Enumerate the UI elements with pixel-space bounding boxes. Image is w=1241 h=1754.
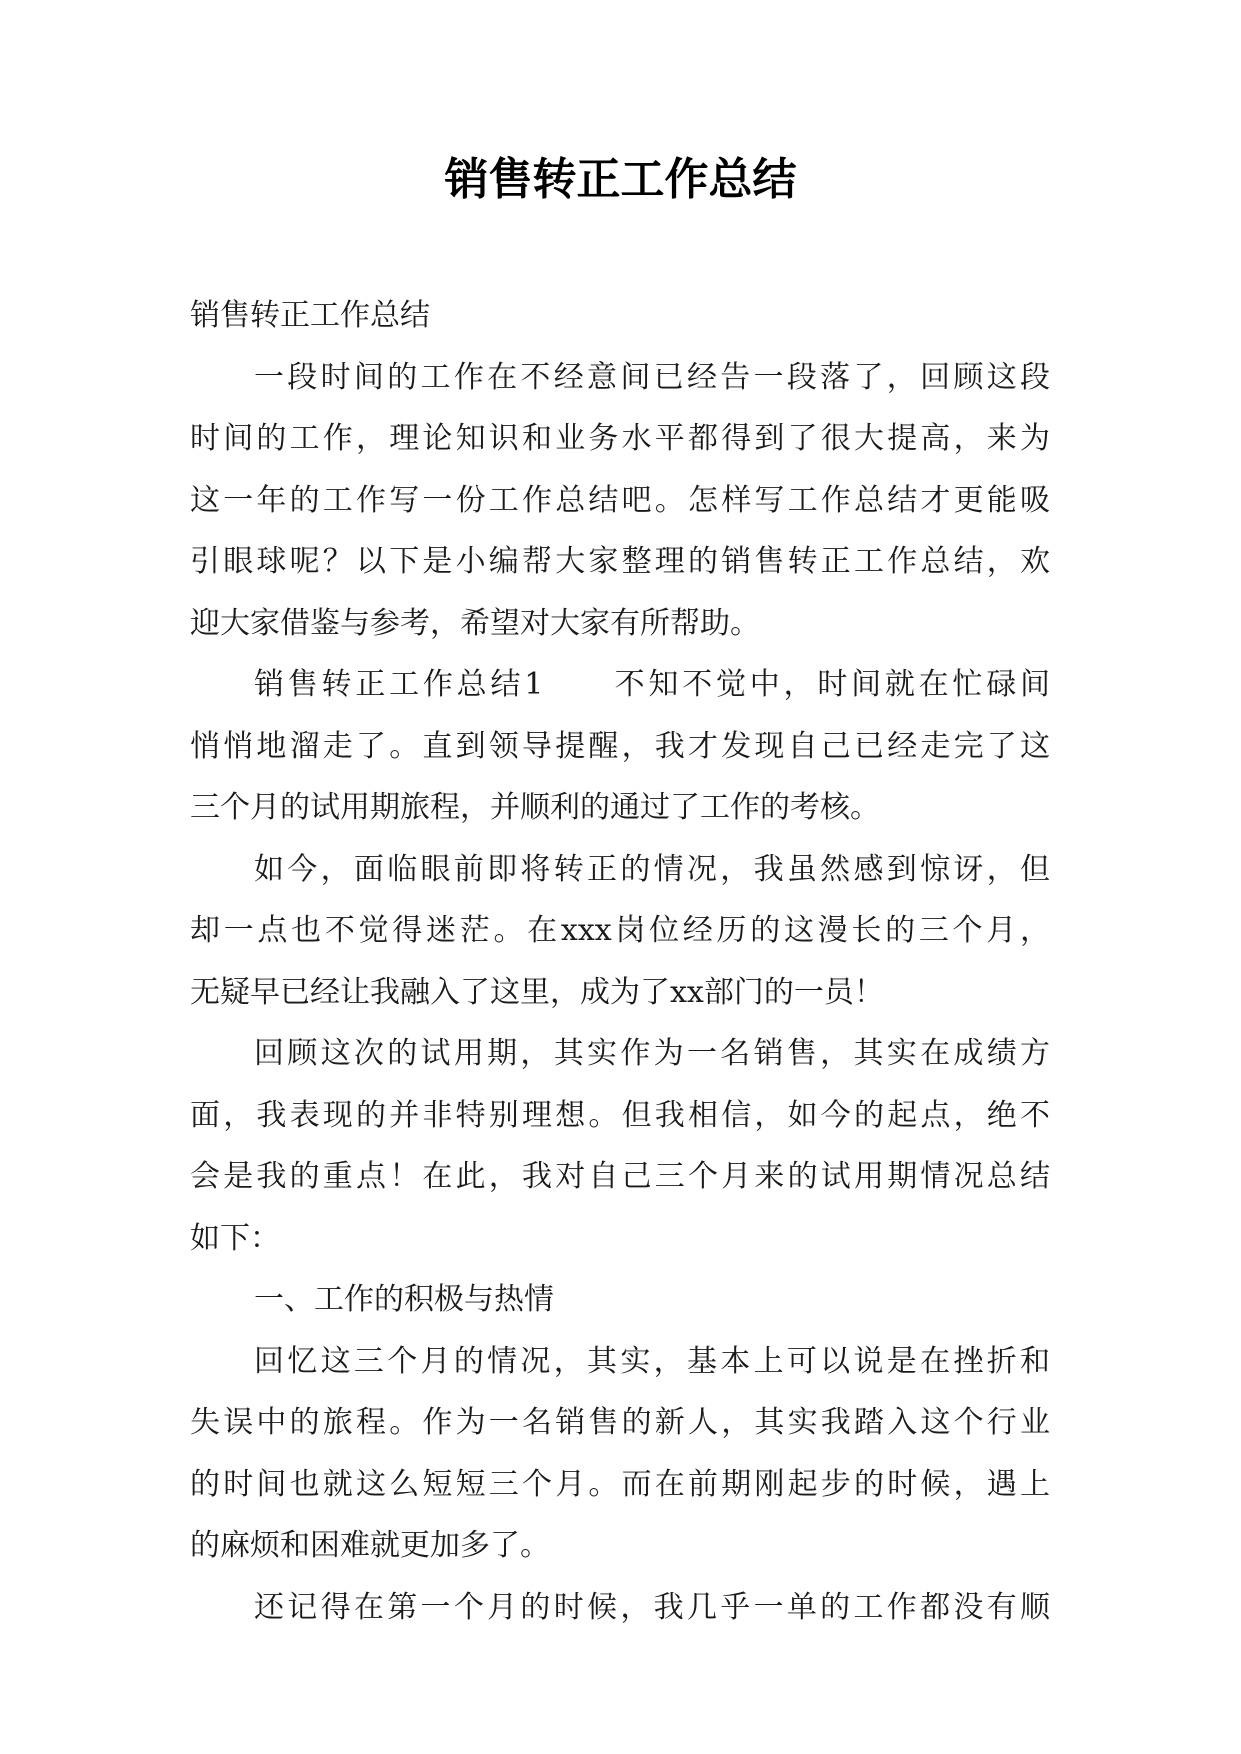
body-line: 引眼球呢？以下是小编帮大家整理的销售转正工作总结，欢 bbox=[190, 544, 1050, 579]
body-line: 会是我的重点！在此，我对自己三个月来的试用期情况总结 bbox=[190, 1159, 1050, 1194]
body-line: 迎大家借鉴与参考，希望对大家有所帮助。 bbox=[190, 605, 760, 641]
body-line: 三个月的试用期旅程，并顺利的通过了工作的考核。 bbox=[190, 790, 880, 825]
body-line: 如下： bbox=[190, 1220, 280, 1256]
body-line: 时间的工作，理论知识和业务水平都得到了很大提高，来为 bbox=[190, 421, 1050, 456]
body-heading: 销售转正工作总结 bbox=[190, 298, 430, 333]
body-line: 这一年的工作写一份工作总结吧。怎样写工作总结才更能吸 bbox=[190, 482, 1050, 518]
document-body bbox=[190, 285, 1050, 1638]
body-line: 无疑早已经让我融入了这里，成为了xx部门的一员！ bbox=[190, 974, 884, 1010]
body-line: 一段时间的工作在不经意间已经告一段落了，回顾这段 bbox=[254, 359, 1050, 395]
document-title: 销售转正工作总结 bbox=[444, 154, 797, 205]
body-line: 回顾这次的试用期，其实作为一名销售，其实在成绩方 bbox=[254, 1036, 1050, 1071]
body-line: 失误中的旅程。作为一名销售的新人，其实我踏入这个行业 bbox=[190, 1405, 1050, 1440]
body-line: 销售转正工作总结1 不知不觉中，时间就在忙碌间 bbox=[254, 667, 1050, 702]
body-line: 回忆这三个月的情况，其实，基本上可以说是在挫折和 bbox=[254, 1343, 1050, 1379]
body-line: 悄悄地溜走了。直到领导提醒，我才发现自己已经走完了这 bbox=[190, 728, 1050, 764]
body-line: 如今，面临眼前即将转正的情况，我虽然感到惊讶，但 bbox=[254, 851, 1050, 887]
section-heading: 一、工作的积极与热情 bbox=[254, 1282, 554, 1317]
body-line: 的时间也就这么短短三个月。而在前期刚起步的时候，遇上 bbox=[190, 1466, 1050, 1502]
body-line: 却一点也不觉得迷茫。在xxx岗位经历的这漫长的三个月， bbox=[190, 913, 1050, 948]
body-line: 面，我表现的并非特别理想。但我相信，如今的起点，绝不 bbox=[190, 1097, 1050, 1133]
body-line: 的麻烦和困难就更加多了。 bbox=[190, 1528, 550, 1563]
body-line: 还记得在第一个月的时候，我几乎一单的工作都没有顺 bbox=[254, 1589, 1050, 1625]
